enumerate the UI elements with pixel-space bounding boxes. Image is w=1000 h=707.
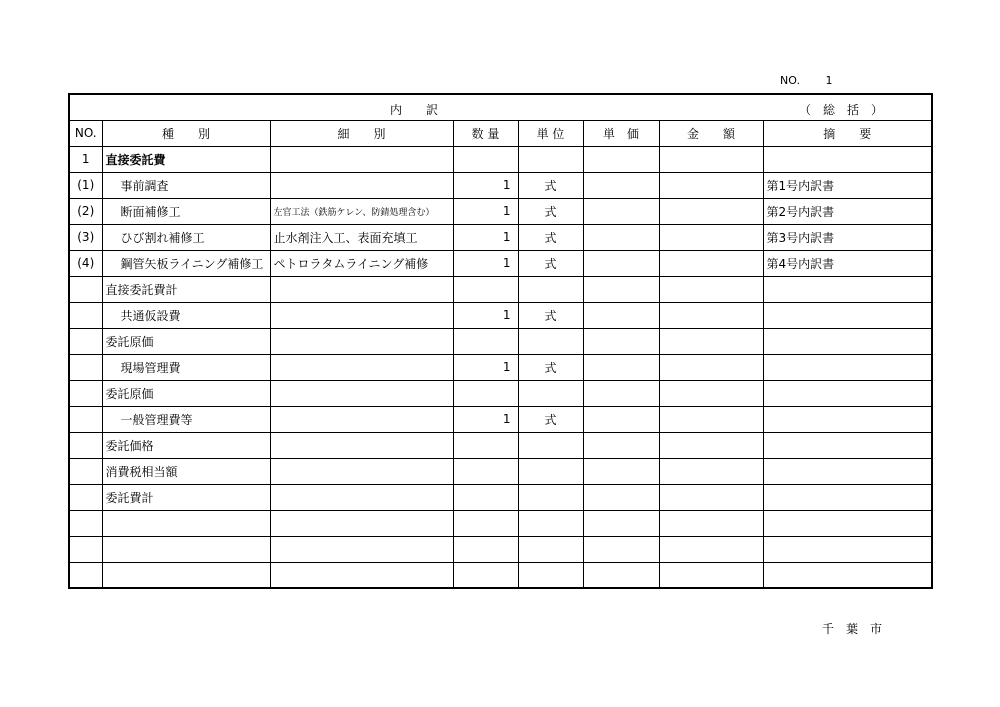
cell-type: 一般管理費等 (102, 406, 270, 432)
cell-type: 委託価格 (102, 432, 270, 458)
cell-no: (4) (69, 250, 102, 276)
table-row (69, 510, 932, 536)
cell-no (69, 354, 102, 380)
cell-note (763, 276, 932, 302)
cell-unit: 式 (518, 302, 583, 328)
table-row (69, 380, 932, 406)
cell-note (763, 302, 932, 328)
header-row (69, 120, 932, 146)
cell-type: 委託原価 (102, 328, 270, 354)
cell-price (583, 250, 659, 276)
cell-no: (1) (69, 172, 102, 198)
cell-qty (453, 510, 518, 536)
cell-price (583, 198, 659, 224)
cell-detail (270, 432, 453, 458)
cell-price (583, 406, 659, 432)
cell-amount (659, 276, 763, 302)
header-qty: 数 量 (453, 120, 518, 146)
header-detail: 細 別 (270, 120, 453, 146)
page-number (780, 74, 832, 87)
cell-unit (518, 380, 583, 406)
cell-no (69, 380, 102, 406)
cell-qty (453, 146, 518, 172)
cell-no (69, 484, 102, 510)
cell-price (583, 510, 659, 536)
cell-detail (270, 146, 453, 172)
title-cell (69, 94, 932, 120)
cell-amount (659, 198, 763, 224)
table-row (69, 484, 932, 510)
cell-unit: 式 (518, 172, 583, 198)
cell-detail: ペトロラタムライニング補修 (270, 250, 453, 276)
cell-price (583, 458, 659, 484)
cell-unit (518, 458, 583, 484)
cell-unit: 式 (518, 354, 583, 380)
table-row (69, 432, 932, 458)
cell-qty: 1 (453, 354, 518, 380)
cell-amount (659, 354, 763, 380)
cell-qty: 1 (453, 250, 518, 276)
table-row (69, 536, 932, 562)
cell-detail (270, 484, 453, 510)
cell-unit (518, 484, 583, 510)
cell-note (763, 510, 932, 536)
cell-note (763, 354, 932, 380)
breakdown-table (68, 93, 933, 589)
cell-qty: 1 (453, 172, 518, 198)
cell-qty (453, 562, 518, 588)
table-row (69, 302, 932, 328)
table-row (69, 172, 932, 198)
cell-qty (453, 276, 518, 302)
cell-detail (270, 562, 453, 588)
cell-price (583, 224, 659, 250)
header-note: 摘 要 (763, 120, 932, 146)
cell-note (763, 406, 932, 432)
cell-amount (659, 172, 763, 198)
cell-qty (453, 536, 518, 562)
cell-amount (659, 458, 763, 484)
cell-amount (659, 536, 763, 562)
cell-price (583, 484, 659, 510)
cell-detail (270, 536, 453, 562)
cell-amount (659, 432, 763, 458)
cell-type: 現場管理費 (102, 354, 270, 380)
table-row (69, 406, 932, 432)
cell-no: (2) (69, 198, 102, 224)
cell-detail (270, 172, 453, 198)
cell-no: (3) (69, 224, 102, 250)
cell-note (763, 432, 932, 458)
table-row (69, 562, 932, 588)
cell-type (102, 510, 270, 536)
table-row (69, 276, 932, 302)
cell-no (69, 510, 102, 536)
cell-note (763, 536, 932, 562)
cell-no (69, 302, 102, 328)
cell-unit (518, 146, 583, 172)
cell-unit (518, 562, 583, 588)
cell-no (69, 406, 102, 432)
cell-amount (659, 250, 763, 276)
cell-amount (659, 328, 763, 354)
cell-note: 第2号内訳書 (763, 198, 932, 224)
cell-no (69, 276, 102, 302)
cell-qty: 1 (453, 302, 518, 328)
table-row (69, 146, 932, 172)
cell-type: 委託費計 (102, 484, 270, 510)
cell-type: 消費税相当額 (102, 458, 270, 484)
cell-note: 第4号内訳書 (763, 250, 932, 276)
cell-unit: 式 (518, 224, 583, 250)
city-name: 千 葉 市 (822, 622, 883, 636)
cell-price (583, 562, 659, 588)
cell-price (583, 146, 659, 172)
cell-qty (453, 328, 518, 354)
cell-note (763, 458, 932, 484)
cell-type: 共通仮設費 (102, 302, 270, 328)
table-row (69, 328, 932, 354)
table-row (69, 354, 932, 380)
cell-type: 断面補修工 (102, 198, 270, 224)
cell-unit (518, 510, 583, 536)
title-row (69, 94, 932, 120)
table-row (69, 458, 932, 484)
header-type: 種 別 (102, 120, 270, 146)
header-unit: 単 位 (518, 120, 583, 146)
cell-amount (659, 146, 763, 172)
cell-note (763, 562, 932, 588)
cell-qty: 1 (453, 406, 518, 432)
cell-note (763, 146, 932, 172)
cell-type (102, 536, 270, 562)
cell-amount (659, 510, 763, 536)
cell-qty (453, 484, 518, 510)
cell-price (583, 536, 659, 562)
cell-price (583, 380, 659, 406)
cell-detail (270, 276, 453, 302)
cell-price (583, 302, 659, 328)
cell-note (763, 380, 932, 406)
cell-type: ひび割れ補修工 (102, 224, 270, 250)
cell-detail (270, 510, 453, 536)
table-row (69, 224, 932, 250)
cell-no (69, 458, 102, 484)
cell-detail (270, 302, 453, 328)
cell-amount (659, 224, 763, 250)
cell-note: 第1号内訳書 (763, 172, 932, 198)
page-number-value: 1 (825, 74, 833, 87)
cell-unit: 式 (518, 250, 583, 276)
cell-type: 直接委託費計 (102, 276, 270, 302)
cell-unit (518, 276, 583, 302)
cell-type: 委託原価 (102, 380, 270, 406)
cell-note (763, 484, 932, 510)
cell-type (102, 562, 270, 588)
cell-no (69, 536, 102, 562)
cell-detail (270, 354, 453, 380)
table-row (69, 250, 932, 276)
cell-amount (659, 562, 763, 588)
cell-qty (453, 380, 518, 406)
cell-no (69, 328, 102, 354)
cell-unit: 式 (518, 198, 583, 224)
cell-no (69, 432, 102, 458)
cell-unit (518, 536, 583, 562)
cell-price (583, 432, 659, 458)
cell-amount (659, 380, 763, 406)
cell-price (583, 172, 659, 198)
cell-detail (270, 328, 453, 354)
cell-detail (270, 380, 453, 406)
cell-detail (270, 406, 453, 432)
cell-type: 鋼管矢板ライニング補修工 (102, 250, 270, 276)
title-right: （ 総 括 ） (798, 103, 883, 117)
page-number-label: NO. (780, 74, 800, 87)
table-row (69, 198, 932, 224)
cell-qty: 1 (453, 198, 518, 224)
cell-amount (659, 484, 763, 510)
header-no: NO. (69, 120, 102, 146)
cell-qty: 1 (453, 224, 518, 250)
cell-type: 事前調査 (102, 172, 270, 198)
cell-unit (518, 432, 583, 458)
cell-no: 1 (69, 146, 102, 172)
cell-detail: 止水剤注入工、表面充填工 (270, 224, 453, 250)
cell-detail (270, 458, 453, 484)
cell-amount (659, 406, 763, 432)
cell-note: 第3号内訳書 (763, 224, 932, 250)
header-amount: 金 額 (659, 120, 763, 146)
cell-type: 直接委託費 (102, 146, 270, 172)
cell-unit: 式 (518, 406, 583, 432)
cell-detail: 左官工法（鉄筋ケレン、防錆処理含む） (270, 198, 453, 224)
cell-qty (453, 432, 518, 458)
cell-price (583, 354, 659, 380)
cell-unit (518, 328, 583, 354)
cell-qty (453, 458, 518, 484)
cell-note (763, 328, 932, 354)
header-price: 単 価 (583, 120, 659, 146)
cell-price (583, 276, 659, 302)
title-left: 内 訳 (390, 103, 439, 117)
cell-amount (659, 302, 763, 328)
cell-price (583, 328, 659, 354)
cell-no (69, 562, 102, 588)
